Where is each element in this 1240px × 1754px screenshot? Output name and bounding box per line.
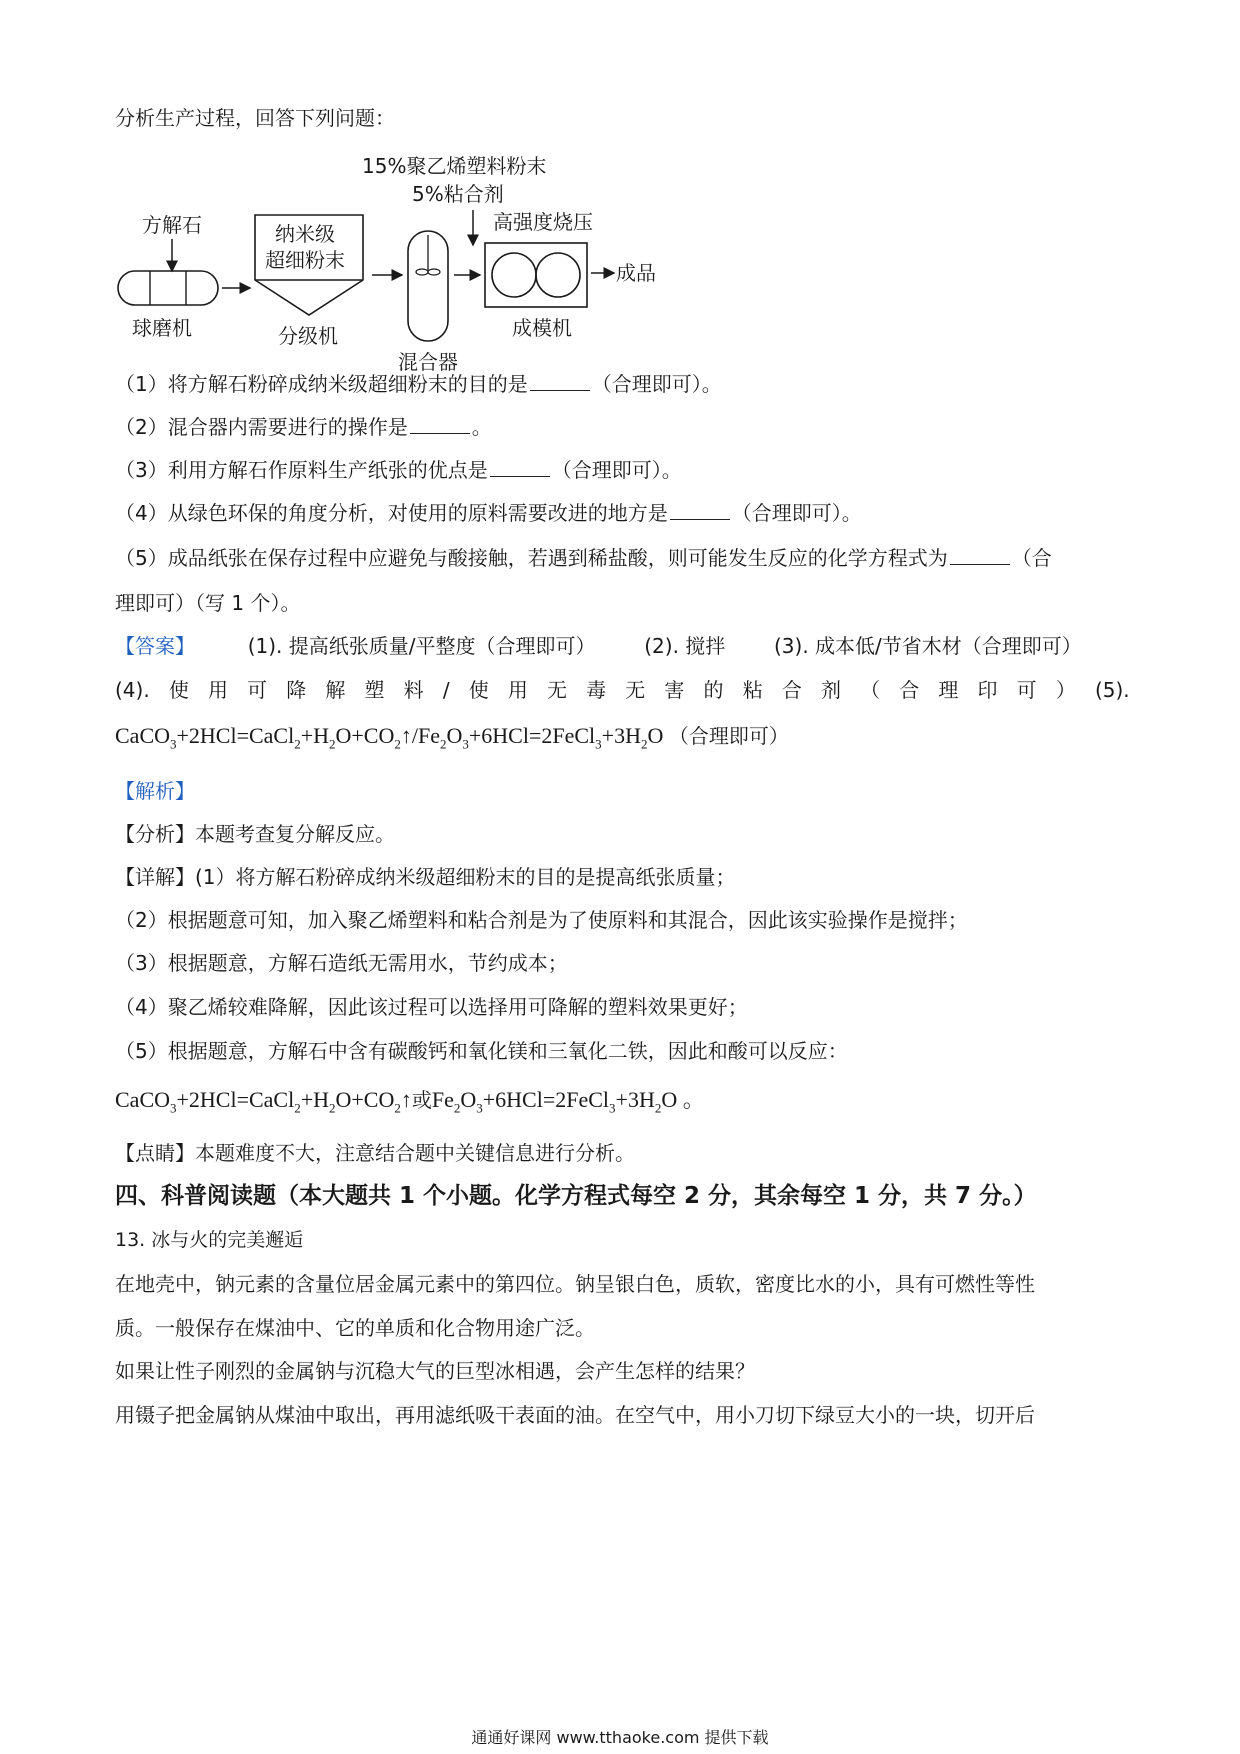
analysis-detail-1: 【详解】(1）将方解石粉碎成纳米级超细粉末的目的是提高纸张质量； [115,865,736,889]
question-5-tail: （合 [1011,546,1052,570]
classifier-label: 分级机 [278,324,338,348]
product-label: 成品 [616,261,656,285]
process-flow-diagram [110,155,770,395]
answer-4-char: 可 [1016,678,1037,702]
question-1-tail: （合理即可）。 [591,372,722,396]
molder-label: 成模机 [512,316,572,340]
question-4-tail: （合理即可）。 [731,501,862,525]
powder-label-1: 纳米级 [275,222,335,246]
answer-4-char: 降 [286,678,307,702]
analysis-formula: $CaCO_3+2HCl=CaCl_2+H_2O+CO_2↑$或$Fe_2O_3+6HCl=2FeCl_3+3H_2O$ 。 [115,1087,705,1116]
paragraph-1-line-1: 在地壳中，钠元素的含量位居金属元素中的第四位。钠呈银白色，质软，密度比水的小，具有可燃性等性 [115,1272,1035,1296]
answer-4-char: 无 [625,678,646,702]
answer-blank-5[interactable] [950,546,1010,565]
answer-3: (3). 成本低/节省木材（合理即可） [774,634,1082,658]
answer-blank-3[interactable] [490,458,550,477]
mixer-shape [408,231,448,341]
molder-shape [485,243,587,307]
question-1-text: （1）将方解石粉碎成纳米级超细粉末的目的是 [115,372,528,396]
answer-4-char: ） [1055,678,1076,702]
analysis-detail-3: （3）根据题意，方解石造纸无需用水，节约成本； [115,951,568,975]
page-footer: 通通好课网 www.tthaoke.com 提供下载 [471,1728,769,1747]
question-5 [115,544,1052,572]
question-5-continued: 理即可）（写 1 个）。 [115,591,301,615]
analysis-or: 或 [411,1088,432,1112]
paragraph-3: 用镊子把金属钠从煤油中取出，再用滤纸吸干表面的油。在空气中，用小刀切下绿豆大小的一块，切开后 [115,1403,1035,1427]
answer-blank-4[interactable] [670,501,730,520]
analysis-summary: 【分析】本题考查复分解反应。 [115,822,395,846]
answer-row-2 [115,676,1130,704]
answer-4-char: 害 [664,678,685,702]
analysis-detail-2: （2）根据题意可知，加入聚乙烯塑料和粘合剂是为了使原料和其混合，因此该实验操作是搅拌； [115,908,968,932]
additive-polyethylene: 15%聚乙烯塑料粉末 [362,155,547,178]
answer-4-char: 无 [546,678,567,702]
ball-mill-label: 球磨机 [132,316,192,340]
answer-4-char: （ [860,678,881,702]
section-heading: 四、科普阅读题（本大题共 1 个小题。化学方程式每空 2 分，其余每空 1 分，共 7 分。） [115,1183,1037,1209]
question-1 [115,370,722,398]
analysis-detail-4: （4）聚乙烯较难降解，因此该过程可以选择用可降解的塑料效果更好； [115,995,748,1019]
paragraph-2: 如果让性子刚烈的金属钠与沉稳大气的巨型冰相遇，会产生怎样的结果？ [115,1359,755,1383]
answer-4-char: 使 [468,678,489,702]
answer-4-char: 用 [507,678,528,702]
answer-4-char: 料 [403,678,424,702]
answer-4-char: 理 [938,678,959,702]
question-4-text: （4）从绿色环保的角度分析，对使用的原料需要改进的地方是 [115,501,668,525]
question-3-text: （3）利用方解石作原料生产纸张的优点是 [115,458,488,482]
answer-5-note: （合理即可） [668,724,789,748]
ball-mill-shape [118,271,218,305]
answer-4-char: 的 [703,678,724,702]
answer-4-char: 合 [781,678,802,702]
answer-4-char: 用 [207,678,228,702]
powder-label-2: 超细粉末 [265,248,345,272]
input-calcite: 方解石 [142,213,202,237]
analysis-tip: 【点睛】本题难度不大，注意结合题中关键信息进行分析。 [115,1141,635,1165]
answer-label: 【答案】 [115,634,195,658]
intro-text: 分析生产过程，回答下列问题： [115,106,395,130]
answer-4-char: 剂 [820,678,841,702]
mixer-label: 混合器 [398,350,458,374]
answer-4-char: 粘 [742,678,763,702]
answer-blank-1[interactable] [530,372,590,391]
answer-5-formula: $CaCO_3+2HCl=CaCl_2+H_2O+CO_2↑/Fe_2O_3+6HCl=2FeCl_3+3H_2O$ （合理即可） [115,723,789,752]
question-3 [115,456,682,484]
press-label: 高强度烧压 [493,210,593,234]
question-2-tail: 。 [471,415,492,439]
question-13-title: 13. 冰与火的完美邂逅 [115,1229,304,1251]
question-2 [115,413,492,441]
answer-4-char: 使 [168,678,189,702]
answer-4-char: / [442,678,450,702]
answer-4-char: 解 [325,678,346,702]
answer-4-char: 印 [977,678,998,702]
answer-row-1 [115,632,1082,660]
answer-4-char: 可 [247,678,268,702]
answer-4-char: (4). [115,678,150,702]
answer-1: (1). 提高纸张质量/平整度（合理即可） [247,634,596,658]
answer-4-char: 合 [899,678,920,702]
analysis-end: 。 [682,1087,705,1112]
question-4 [115,499,862,527]
analysis-label: 【解析】 [115,779,195,803]
question-5-text: （5）成品纸张在保存过程中应避免与酸接触，若遇到稀盐酸，则可能发生反应的化学方程式为 [115,546,948,570]
answer-2: (2). 搅拌 [644,634,726,658]
paragraph-1-line-2: 质。一般保存在煤油中、它的单质和化合物用途广泛。 [115,1316,595,1340]
additive-binder: 5%粘合剂 [412,182,504,206]
answer-4-char: 塑 [364,678,385,702]
question-2-text: （2）混合器内需要进行的操作是 [115,415,408,439]
answer-4-char: (5). [1094,678,1130,702]
question-3-tail: （合理即可）。 [551,458,682,482]
answer-4-char: 毒 [586,678,607,702]
answer-blank-2[interactable] [410,415,470,434]
analysis-detail-5: （5）根据题意，方解石中含有碳酸钙和氧化镁和三氧化二铁，因此和酸可以反应： [115,1039,848,1063]
